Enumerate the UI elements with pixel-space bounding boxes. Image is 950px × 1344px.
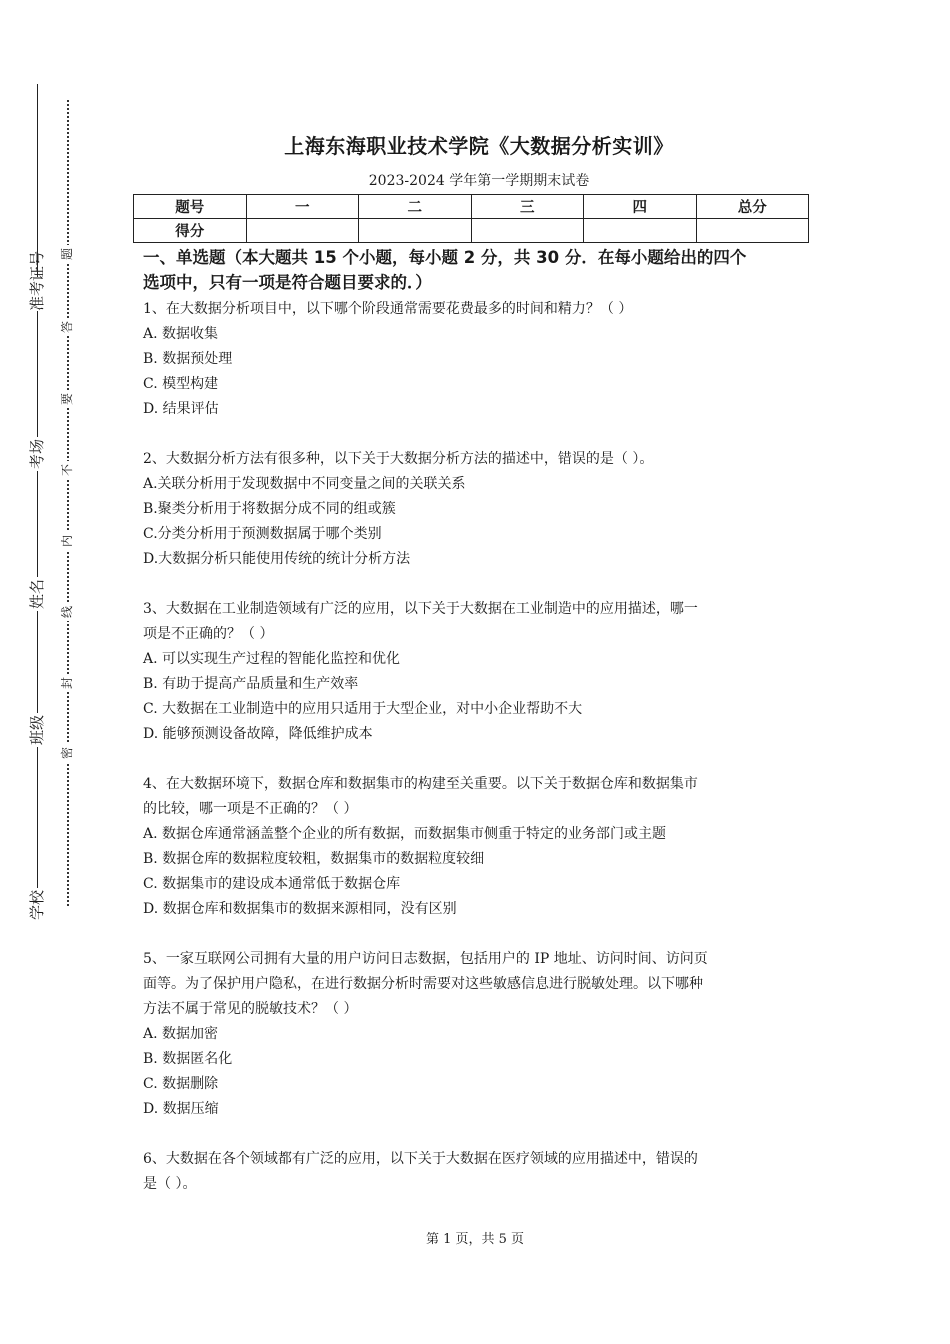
option-a[interactable]: A. 数据加密 <box>143 1026 219 1042</box>
option-c[interactable]: C. 数据集市的建设成本通常低于数据仓库 <box>143 876 401 892</box>
option-b[interactable]: B. 有助于提高产品质量和生产效率 <box>143 676 359 692</box>
option-a[interactable]: A. 数据收集 <box>143 326 219 342</box>
binding-margin <box>0 0 120 1344</box>
field-label-exam-room: 考场 <box>20 437 54 471</box>
score-input-cell[interactable] <box>584 219 697 243</box>
score-input-cell[interactable] <box>246 219 359 243</box>
exam-title: 上海东海职业技术学院《大数据分析实训》 <box>284 134 674 158</box>
score-cell: 一 <box>246 195 359 219</box>
exam-subtitle: 2023-2024 学年第一学期期末试卷 <box>368 173 590 189</box>
option-d[interactable]: D.大数据分析只能使用传统的统计分析方法 <box>143 551 411 567</box>
question-stem: 2、大数据分析方法有很多种，以下关于大数据分析方法的描述中，错误的是（ ）。 <box>143 451 654 467</box>
field-label-name: 姓名 <box>20 577 54 611</box>
score-cell: 题号 <box>134 195 247 219</box>
option-a[interactable]: A. 数据仓库通常涵盖整个企业的所有数据，而数据集市侧重于特定的业务部门或主题 <box>143 826 667 842</box>
option-d[interactable]: D. 结果评估 <box>143 401 219 417</box>
score-input-cell[interactable] <box>359 219 472 243</box>
field-label-school: 学校 <box>20 888 54 922</box>
question-stem: 6、大数据在各个领域都有广泛的应用，以下关于大数据在医疗领域的应用描述中，错误的 <box>143 1151 698 1167</box>
score-cell: 总分 <box>696 195 809 219</box>
seal-char: 要 <box>58 390 76 408</box>
option-c[interactable]: C. 数据删除 <box>143 1076 219 1092</box>
exam-page <box>143 128 815 1197</box>
seal-char: 内 <box>58 532 76 550</box>
option-b[interactable]: B.聚类分析用于将数据分成不同的组或簇 <box>143 501 396 517</box>
option-d[interactable]: D. 能够预测设备故障，降低维护成本 <box>143 726 373 742</box>
option-c[interactable]: C. 大数据在工业制造中的应用只适用于大型企业，对中小企业帮助不大 <box>143 701 583 717</box>
score-table <box>133 194 809 243</box>
score-input-cell[interactable] <box>471 219 584 243</box>
question-stem: 3、大数据在工业制造领域有广泛的应用，以下关于大数据在工业制造中的应用描述，哪一 <box>143 601 698 617</box>
question-6 <box>143 1147 815 1197</box>
section-header-line: 选项中，只有一项是符合题目要求的．） <box>143 273 432 292</box>
question-stem: 方法不属于常见的脱敏技术？（ ） <box>143 1001 358 1017</box>
question-4 <box>143 772 815 922</box>
seal-dotted-line <box>67 100 69 906</box>
field-label-ticket-number: 准考证号 <box>20 277 54 311</box>
section-header-line: 一、单选题（本大题共 15 个小题，每小题 2 分，共 30 分．在每小题给出的四个 <box>143 248 747 267</box>
seal-char: 答 <box>58 318 76 336</box>
seal-char: 线 <box>58 603 76 621</box>
option-c[interactable]: C. 模型构建 <box>143 376 219 392</box>
score-cell: 三 <box>471 195 584 219</box>
option-a[interactable]: A. 可以实现生产过程的智能化监控和优化 <box>143 651 401 667</box>
score-table-score-row <box>134 219 809 243</box>
question-stem: 1、在大数据分析项目中，以下哪个阶段通常需要花费最多的时间和精力？（ ） <box>143 301 633 317</box>
field-label-class: 班级 <box>20 713 54 747</box>
score-cell: 四 <box>584 195 697 219</box>
question-5 <box>143 947 815 1122</box>
seal-char: 封 <box>58 674 76 692</box>
question-stem: 项是不正确的？（ ） <box>143 626 274 642</box>
option-d[interactable]: D. 数据压缩 <box>143 1101 219 1117</box>
question-stem: 4、在大数据环境下，数据仓库和数据集市的构建至关重要。以下关于数据仓库和数据集市 <box>143 776 698 792</box>
option-a[interactable]: A.关联分析用于发现数据中不同变量之间的关联关系 <box>143 476 466 492</box>
question-stem: 的比较，哪一项是不正确的？（ ） <box>143 801 358 817</box>
seal-char: 密 <box>58 744 76 762</box>
question-stem: 面等。为了保护用户隐私，在进行数据分析时需要对这些敏感信息进行脱敏处理。以下哪种 <box>143 976 703 992</box>
option-c[interactable]: C.分类分析用于预测数据属于哪个类别 <box>143 526 382 542</box>
section-header <box>143 245 815 295</box>
question-1 <box>143 297 815 422</box>
score-cell: 二 <box>359 195 472 219</box>
binding-solid-line <box>37 84 38 920</box>
score-cell: 得分 <box>134 219 247 243</box>
score-table-header-row <box>134 195 809 219</box>
question-stem: 5、一家互联网公司拥有大量的用户访问日志数据，包括用户的 IP 地址、访问时间、访问页 <box>143 951 708 967</box>
question-2 <box>143 447 815 572</box>
seal-char: 不 <box>58 461 76 479</box>
option-b[interactable]: B. 数据仓库的数据粒度较粗，数据集市的数据粒度较细 <box>143 851 485 867</box>
option-d[interactable]: D. 数据仓库和数据集市的数据来源相同，没有区别 <box>143 901 457 917</box>
page-footer: 第 1 页，共 5 页 <box>425 1232 525 1247</box>
question-3 <box>143 597 815 747</box>
option-b[interactable]: B. 数据预处理 <box>143 351 233 367</box>
seal-char: 题 <box>58 245 76 263</box>
question-stem: 是（ ）。 <box>143 1176 197 1192</box>
option-b[interactable]: B. 数据匿名化 <box>143 1051 233 1067</box>
score-input-cell[interactable] <box>696 219 809 243</box>
